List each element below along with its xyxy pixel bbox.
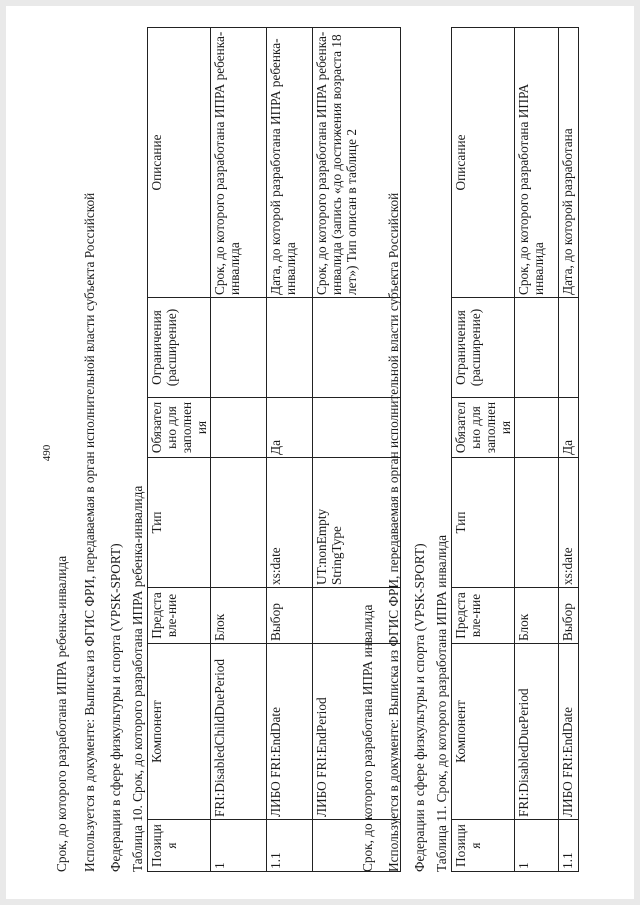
cell-representation: Выбор [559, 588, 579, 644]
section-disabled-adult [358, 27, 579, 872]
header-type: Тип [452, 458, 515, 588]
rotated-page-content [40, 27, 600, 872]
cell-limitations [211, 298, 267, 398]
section-heading: Срок, до которого разработана ИПРА ребенка-инвалида [54, 555, 69, 872]
cell-component: ЛИБО FRI:EndDate [267, 644, 313, 820]
section-heading: Срок, до которого разработана ИПРА инвалида [360, 604, 375, 872]
table-caption: Таблица 11. Срок, до которого разработана ИПРА инвалида [434, 534, 449, 872]
cell-required: Да [267, 398, 313, 458]
cell-required: Да [559, 398, 579, 458]
header-component: Компонент [452, 644, 515, 820]
cell-description: Дата, до которой разработана [559, 28, 579, 298]
section-paragraph-line2: Федерации в сфере физкультуры и спорта (VPSK-SPORT) [108, 543, 123, 872]
cell-position: 1.1 [267, 820, 313, 872]
cell-required [211, 398, 267, 458]
section-disabled-child [52, 27, 401, 872]
cell-position: 1 [211, 820, 267, 872]
table-row [267, 28, 313, 872]
cell-limitations [267, 298, 313, 398]
cell-type [211, 458, 267, 588]
section-paragraph-line2: Федерации в сфере физкультуры и спорта (VPSK-SPORT) [412, 543, 427, 872]
cell-position: 1.1 [559, 820, 579, 872]
header-required: Обязательно для заполнения [452, 398, 515, 458]
cell-type: xs:date [267, 458, 313, 588]
table-row [515, 28, 559, 872]
header-representation: Представле-ние [148, 588, 211, 644]
cell-position: 1 [515, 820, 559, 872]
header-position: Позиция [452, 820, 515, 872]
header-required: Обязательно для заполнения [148, 398, 211, 458]
header-component: Компонент [148, 644, 211, 820]
table-row [559, 28, 579, 872]
cell-component: ЛИБО FRI:EndPeriod [313, 644, 401, 820]
section-paragraph-line1: Используется в документе: Выписка из ФГИС ФРИ, передаваемая в орган исполнительной власти субъекта Российской [82, 192, 97, 872]
cell-component: ЛИБО FRI:EndDate [559, 644, 579, 820]
header-limitations: Ограничения (расширение) [452, 298, 515, 398]
header-limitations: Ограничения (расширение) [148, 298, 211, 398]
cell-description: Дата, до которой разработана ИПРА ребенка-инвалида [267, 28, 313, 298]
cell-limitations [515, 298, 559, 398]
header-representation: Представле-ние [452, 588, 515, 644]
cell-type [515, 458, 559, 588]
cell-representation: Выбор [267, 588, 313, 644]
cell-representation: Блок [211, 588, 267, 644]
table-caption: Таблица 10. Срок, до которого разработана ИПРА ребенка-инвалида [130, 485, 145, 872]
section-paragraph-line1: Используется в документе: Выписка из ФГИС ФРИ, передаваемая в орган исполнительной власти субъекта Российской [386, 192, 401, 872]
cell-component: FRI:DisabledDuePeriod [515, 644, 559, 820]
table-header-row [452, 28, 515, 872]
cell-type: UT:nonEmpty StringType [313, 458, 401, 588]
header-type: Тип [148, 458, 211, 588]
page-number: 490 [41, 444, 53, 462]
header-description: Описание [148, 28, 211, 298]
cell-limitations [559, 298, 579, 398]
header-position: Позиция [148, 820, 211, 872]
cell-description: Срок, до которого разработана ИПРА ребенка-инвалида [211, 28, 267, 298]
table-11 [451, 27, 579, 872]
cell-description: Срок, до которого разработана ИПРА ребенка-инвалида (запись «до достижения возраста 18 лет») Тип описан в таблице 2 [313, 28, 401, 298]
table-header-row [148, 28, 211, 872]
cell-component: FRI:DisabledChildDuePeriod [211, 644, 267, 820]
cell-representation: Блок [515, 588, 559, 644]
cell-required [515, 398, 559, 458]
header-description: Описание [452, 28, 515, 298]
cell-type: xs:date [559, 458, 579, 588]
cell-description: Срок, до которого разработана ИПРА инвалида [515, 28, 559, 298]
table-row [211, 28, 267, 872]
